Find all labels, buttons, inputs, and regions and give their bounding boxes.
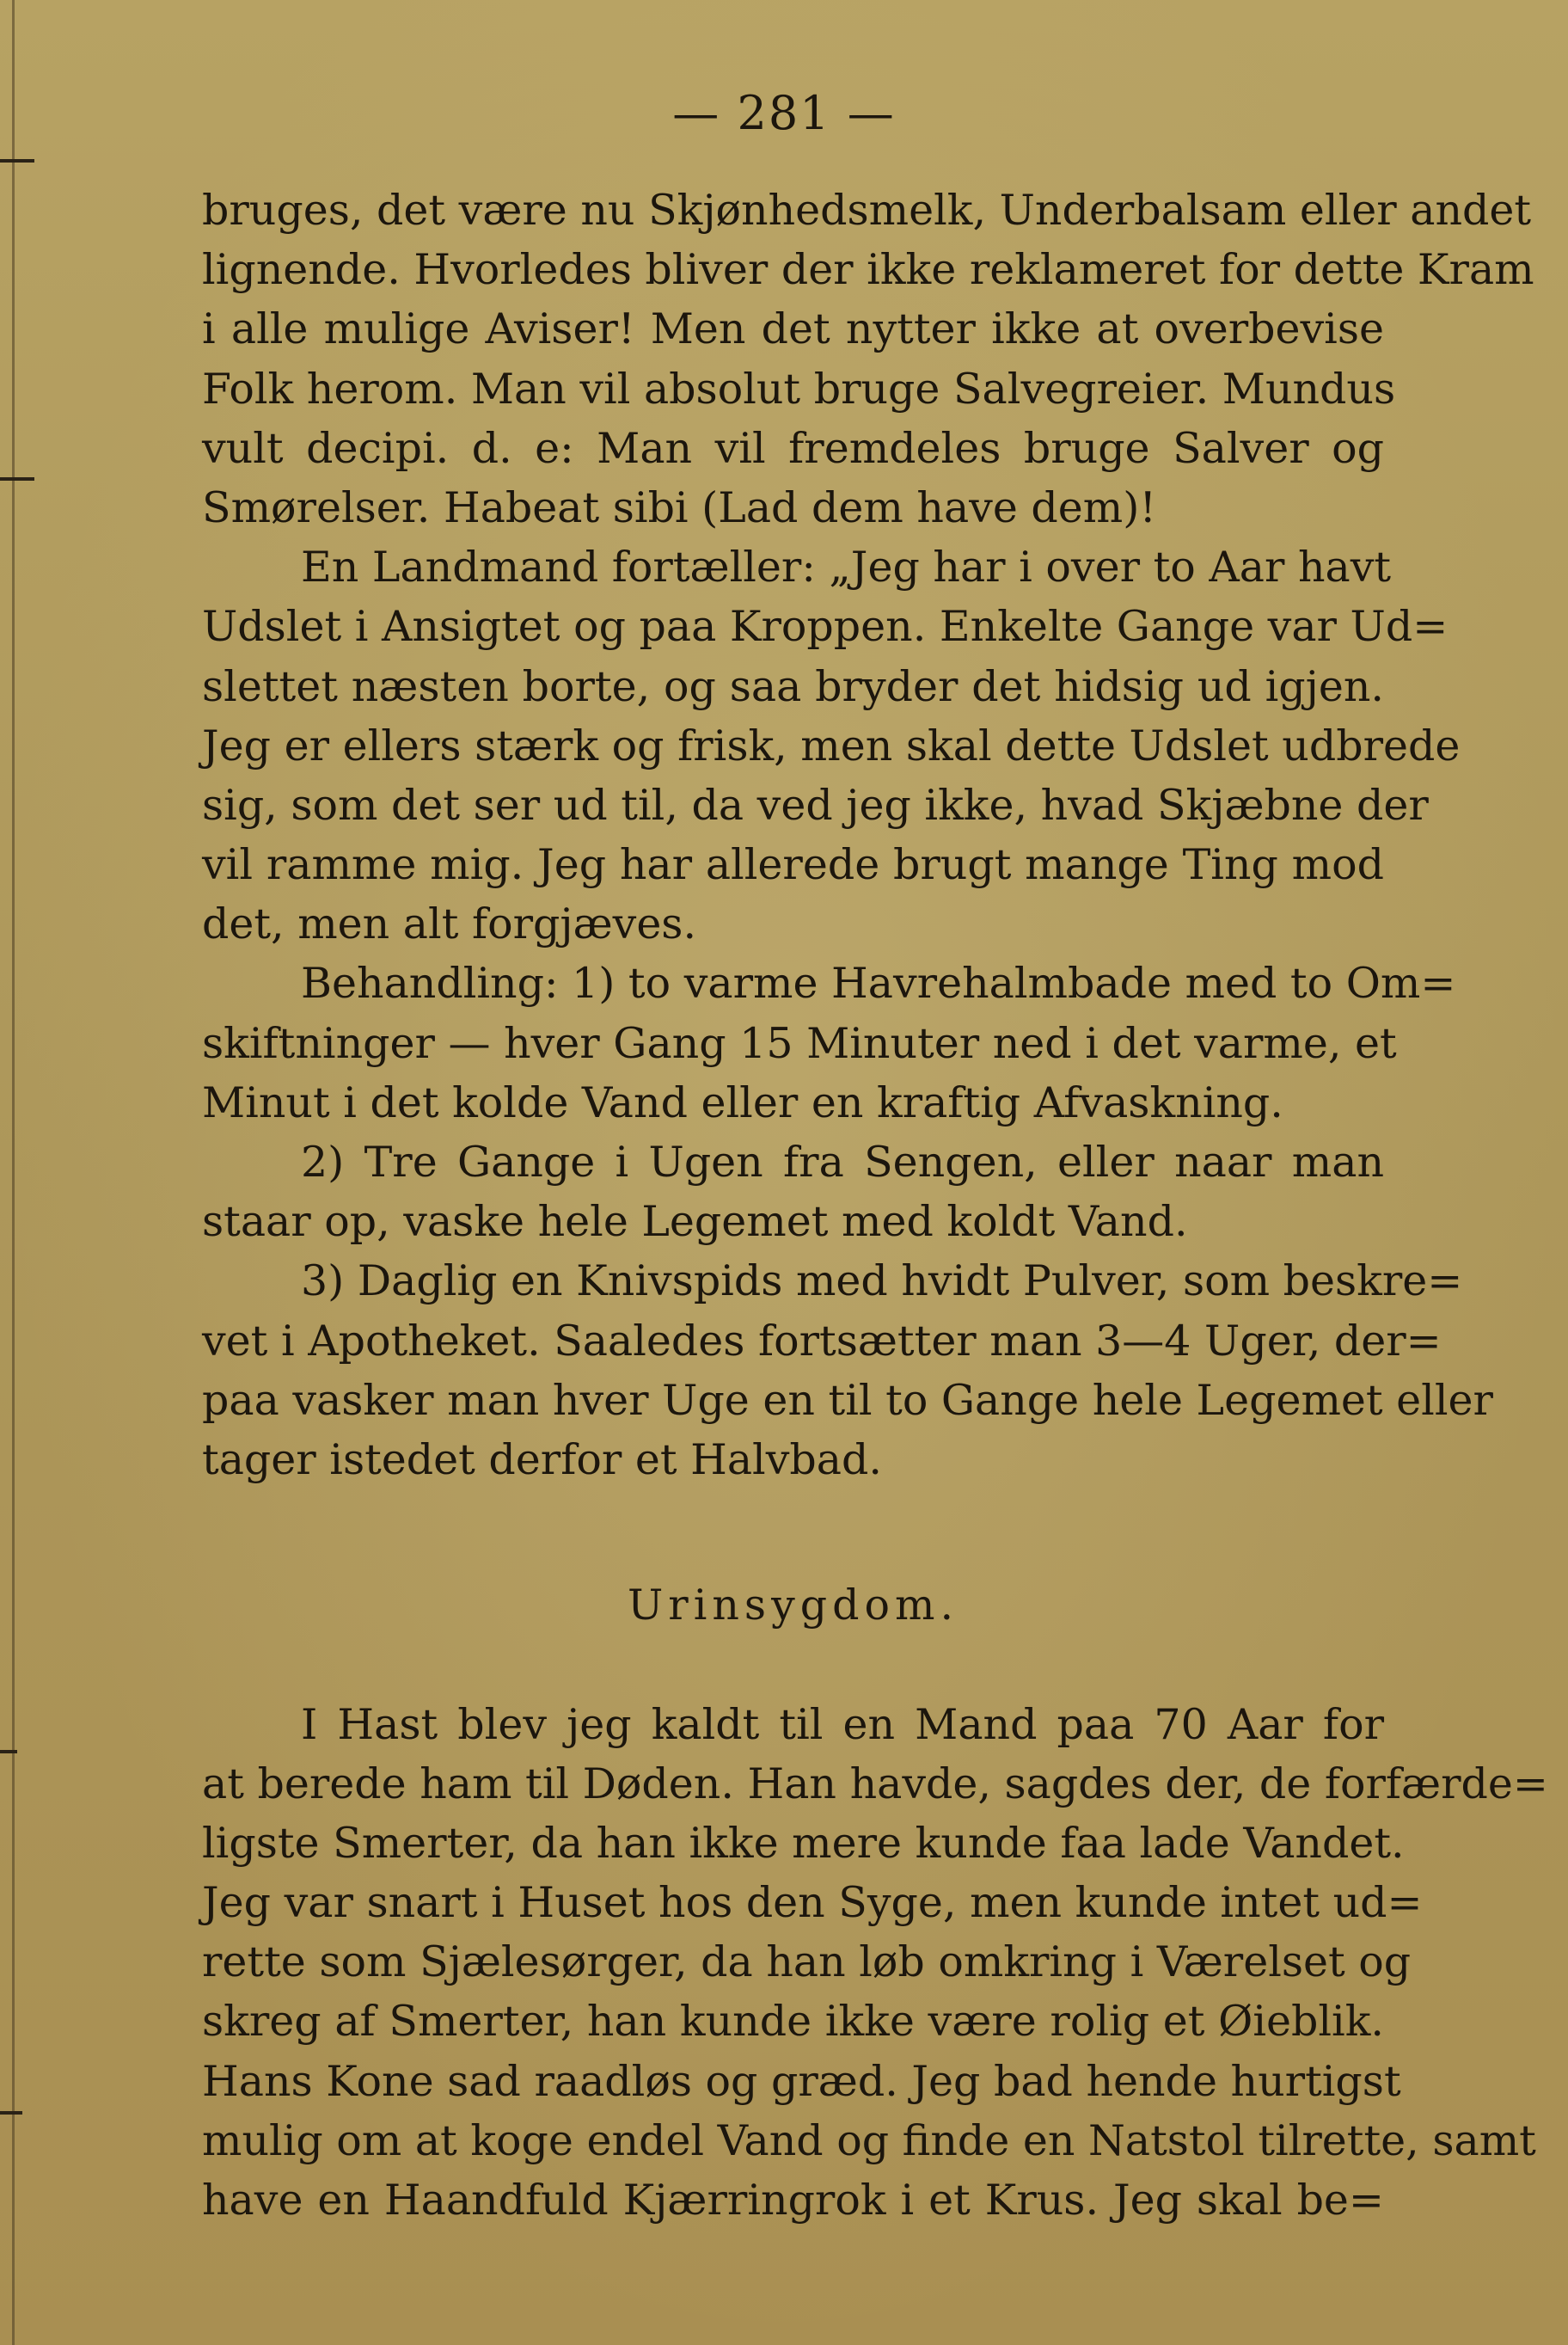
- text-line: vult decipi. d. e: Man vil fremdeles bruge Salver og: [202, 423, 1384, 473]
- text-line: mulig om at koge endel Vand og finde en Natstol tilrette, samt: [202, 2115, 1536, 2165]
- text-line: Behandling: 1) to varme Havrehalmbade med to Om=: [301, 959, 1456, 1009]
- text-line: skiftninger — hver Gang 15 Minuter ned i det varme, et: [202, 1018, 1397, 1068]
- text-line: Udslet i Ansigtet og paa Kroppen. Enkelte Gange var Ud=: [202, 602, 1449, 652]
- text-line: rette som Sjælesørger, da han løb omkring i Værelset og: [202, 1937, 1412, 1987]
- body-text: [202, 181, 1548, 2230]
- section-gap: [202, 1489, 1384, 1575]
- text-line: bruges, det være nu Skjønhedsmelk, Underbalsam eller andet: [202, 186, 1532, 235]
- text-line: 3) Daglig en Knivspids med hvidt Pulver, som beskre=: [301, 1256, 1463, 1306]
- text-line: lignende. Hvorledes bliver der ikke reklameret for dette Kram: [202, 245, 1534, 295]
- text-line: I Hast blev jeg kaldt til en Mand paa 70 Aar for: [301, 1699, 1384, 1749]
- text-line: vet i Apotheket. Saaledes fortsætter man 3—4 Uger, der=: [202, 1316, 1442, 1366]
- text-line: slettet næsten borte, og saa bryder det hidsig ud igjen.: [202, 661, 1384, 711]
- text-line: ligste Smerter, da han ikke mere kunde faa lade Vandet.: [202, 1818, 1405, 1868]
- text-line: 2) Tre Gange i Ugen fra Sengen, eller naar man: [301, 1138, 1384, 1187]
- text-line: Smørelser. Habeat sibi (Lad dem have dem)!: [202, 482, 1157, 532]
- page-number: — 281 —: [672, 86, 896, 140]
- text-line: Jeg var snart i Huset hos den Syge, men kunde intet ud=: [202, 1878, 1423, 1928]
- edge-mark: [0, 2111, 22, 2115]
- text-line: Jeg er ellers stærk og frisk, men skal dette Udslet udbrede: [202, 721, 1461, 770]
- edge-mark: [0, 159, 34, 163]
- text-line: det, men alt forgjæves.: [202, 899, 697, 949]
- edge-mark: [0, 477, 34, 481]
- text-line: i alle mulige Aviser! Men det nytter ikke at overbevise: [202, 304, 1384, 354]
- edge-mark: [0, 1750, 17, 1753]
- text-line: sig, som det ser ud til, da ved jeg ikke, hvad Skjæbne der: [202, 780, 1429, 830]
- text-line: have en Haandfuld Kjærringrok i et Krus. Jeg skal be=: [202, 2176, 1384, 2225]
- text-line: vil ramme mig. Jeg har allerede brugt mange Ting mod: [202, 840, 1384, 890]
- text-line: Folk herom. Man vil absolut bruge Salvegreier. Mundus: [202, 364, 1396, 414]
- text-line: staar op, vaske hele Legemet med koldt Vand.: [202, 1197, 1188, 1247]
- text-line: Hans Kone sad raadløs og græd. Jeg bad hende hurtigst: [202, 2056, 1401, 2106]
- section-gap: [202, 1635, 1384, 1694]
- text-line: En Landmand fortæller: „Jeg har i over to Aar havt: [301, 543, 1392, 592]
- text-line: at berede ham til Døden. Han havde, sagdes der, de forfærde=: [202, 1759, 1548, 1808]
- section-heading: Urinsygdom.: [627, 1581, 959, 1630]
- page-edge-line: [12, 0, 15, 2345]
- text-line: tager istedet derfor et Halvbad.: [202, 1434, 882, 1484]
- text-line: Minut i det kolde Vand eller en kraftig Afvaskning.: [202, 1077, 1283, 1127]
- text-line: paa vasker man hver Uge en til to Gange hele Legemet eller: [202, 1375, 1493, 1425]
- text-line: skreg af Smerter, han kunde ikke være rolig et Øieblik.: [202, 1997, 1384, 2047]
